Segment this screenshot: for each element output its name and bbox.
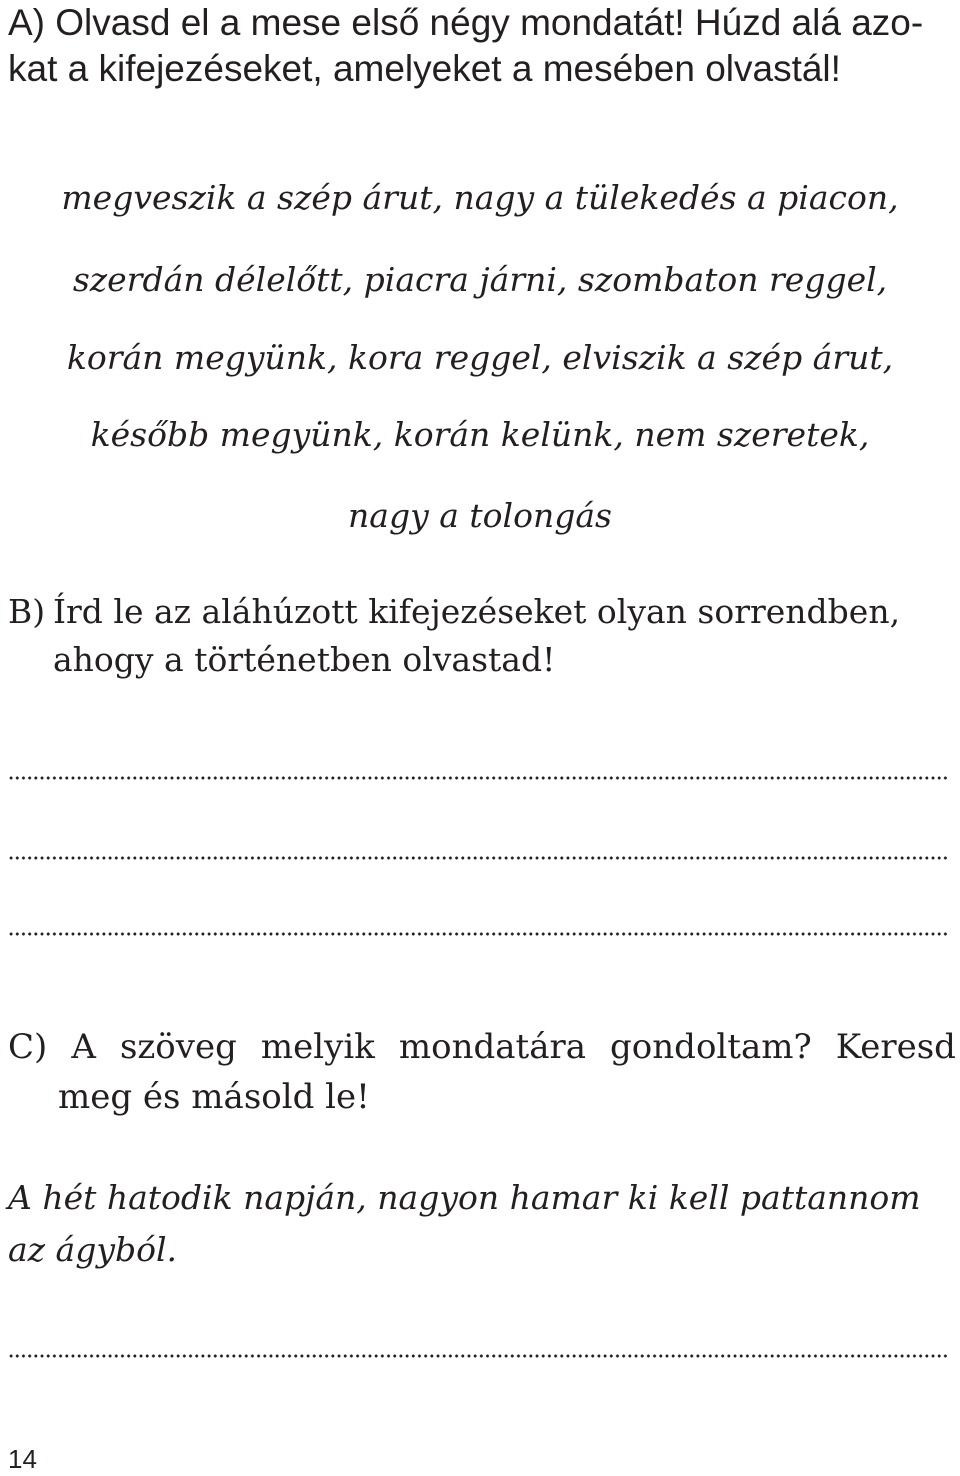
phrase-line-2: szerdán délelőtt, piacra járni, szombaton reggel, <box>72 260 888 299</box>
task-c-line-2: meg és másold le! <box>58 1077 370 1117</box>
task-a-instruction <box>8 0 953 92</box>
answer-line-2[interactable] <box>8 856 948 860</box>
page-number: 14 <box>8 1444 37 1474</box>
task-b-line-2: ahogy a történetben olvastad! <box>53 640 556 679</box>
phrase-line-3: korán megyünk, kora reggel, elviszik a szép árut, <box>66 338 894 377</box>
task-c-word: gondoltam? <box>610 1027 812 1067</box>
task-c-instruction <box>8 1022 956 1122</box>
task-c-word: Keresd <box>835 1027 956 1067</box>
task-c-word: A <box>71 1027 96 1067</box>
story-sentence: A hét hatodik napján, nagyon hamar ki kell pattannom az ágyból. <box>8 1178 921 1269</box>
answer-line-4[interactable] <box>8 1354 948 1358</box>
task-b-instruction <box>8 588 953 684</box>
phrase-line-5: nagy a tolongás <box>348 496 612 535</box>
task-c-word: mondatára <box>398 1027 586 1067</box>
task-b-label: B) <box>8 592 46 631</box>
phrase-line-1: megveszik a szép árut, nagy a tülekedés a piacon, <box>61 178 899 217</box>
task-a-line-2: kat a kifejezéseket, amelyeket a mesében olvastál! <box>8 48 841 89</box>
phrase-line-4: később megyünk, korán kelünk, nem szeretek, <box>90 415 870 454</box>
task-b-line-1: Írd le az aláhúzott kifejezéseket olyan sorrendben, <box>53 592 901 631</box>
task-c-word: melyik <box>260 1027 375 1067</box>
answer-line-3[interactable] <box>8 932 948 936</box>
task-c-word: szöveg <box>119 1027 237 1067</box>
task-a-line-1: A) Olvasd el a mese első négy mondatát! Húzd alá azo- <box>8 2 924 43</box>
task-c-label: C) <box>8 1027 48 1067</box>
answer-line-1[interactable] <box>8 776 948 780</box>
